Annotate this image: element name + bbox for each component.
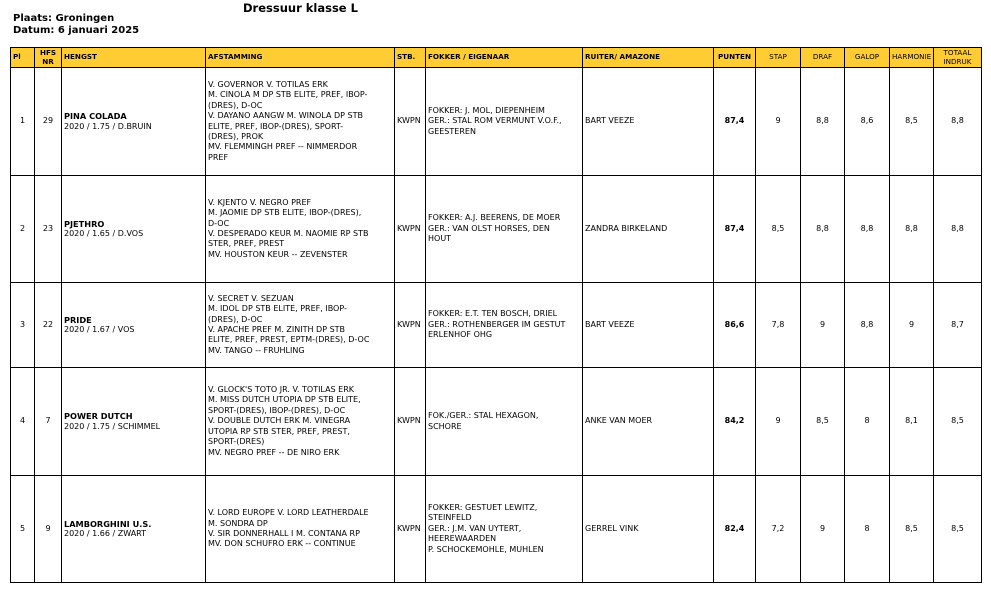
- cell-punten: 87,4: [714, 68, 756, 176]
- ped-line: MV. FLEMMINGH PREF -- NIMMERDOR: [208, 142, 358, 152]
- cell-afstamming: [206, 283, 395, 368]
- horse-name: LAMBORGHINI U.S.: [64, 518, 152, 529]
- horse-name: PINA COLADA: [64, 111, 127, 122]
- ped-line: V. LORD EUROPE V. LORD LEATHERDALE: [208, 508, 369, 518]
- cell-afstamming: [206, 368, 395, 476]
- cell-ruiter: BART VEEZE: [583, 68, 714, 176]
- ped-line: SPORT-(DRES): [208, 437, 265, 447]
- header-stap: STAP: [756, 48, 801, 68]
- ped-line: MV. TANGO -- FRUHLING: [208, 345, 305, 355]
- meta-info: [13, 13, 139, 37]
- results-table: [10, 47, 982, 583]
- fokker-line: P. SCHOCKEMOHLE, MUHLEN: [428, 544, 544, 554]
- cell-galop: 8,8: [845, 283, 890, 368]
- header-hengst: HENGST: [62, 48, 206, 68]
- fokker-line: GER.: STAL ROM VERMUNT V.O.F.,: [428, 116, 562, 126]
- cell-stb: KWPN: [395, 368, 426, 476]
- ped-line: MV. HOUSTON KEUR -- ZEVENSTER: [208, 249, 348, 259]
- cell-stb: KWPN: [395, 176, 426, 283]
- cell-fokker: [426, 68, 583, 176]
- cell-galop: 8,6: [845, 68, 890, 176]
- ped-line: V. SECRET V. SEZUAN: [208, 293, 294, 303]
- cell-totaal: 8,5: [934, 368, 982, 476]
- cell-afstamming: [206, 176, 395, 283]
- ped-line: SPORT-(DRES), IBOP-(DRES), D-OC: [208, 405, 346, 415]
- fokker-line: ERLENHOF OHG: [428, 330, 493, 340]
- cell-galop: 8,8: [845, 176, 890, 283]
- plaats: Plaats: Groningen: [13, 13, 115, 24]
- cell-afstamming: [206, 476, 395, 583]
- cell-draf: 8,5: [801, 368, 845, 476]
- ped-line: UTOPIA RP STB STER, PREF, PREST,: [208, 426, 350, 436]
- fokker-line: GER.: VAN OLST HORSES, DEN: [428, 223, 550, 233]
- cell-hengst: [62, 476, 206, 583]
- fokker-line: FOKKER: GESTUET LEWITZ,: [428, 502, 538, 512]
- cell-afstamming: [206, 68, 395, 176]
- ped-line: M. JAOMIE DP STB ELITE, IBOP-(DRES),: [208, 208, 362, 218]
- header-galop: GALOP: [845, 48, 890, 68]
- fokker-line: GER.: J.M. VAN UYTERT,: [428, 523, 522, 533]
- cell-hengst: [62, 368, 206, 476]
- ped-line: V. SIR DONNERHALL I M. CONTANA RP: [208, 529, 360, 538]
- header-hfs-nr: HFS NR: [35, 48, 62, 68]
- cell-harmonie: 8,5: [890, 68, 934, 176]
- horse-info: 2020 / 1.66 / ZWART: [64, 529, 147, 538]
- cell-hfs-nr: 7: [35, 368, 62, 476]
- ped-line: V. APACHE PREF M. ZINITH DP STB: [208, 325, 346, 334]
- cell-totaal: 8,7: [934, 283, 982, 368]
- header-draf: DRAF: [801, 48, 845, 68]
- ped-line: ELITE, PREF, PREST, EPTM-(DRES), D-OC: [208, 335, 370, 345]
- fokker-line: FOKKER: J. MOL, DIEPENHEIM: [428, 105, 545, 115]
- ped-line: STER, PREF, PREST: [208, 239, 285, 249]
- fokker-line: HEEREWAARDEN: [428, 534, 497, 544]
- page-title: Dressuur klasse L: [243, 1, 358, 15]
- cell-punten: 82,4: [714, 476, 756, 583]
- horse-info: 2020 / 1.75 / SCHIMMEL: [64, 421, 161, 431]
- table-row: [11, 176, 982, 283]
- ped-line: M. CINOLA M DP STB ELITE, PREF, IBOP-: [208, 90, 368, 100]
- ped-line: V. GOVERNOR V. TOTILAS ERK: [208, 79, 328, 89]
- header-harmonie: HARMONIE: [890, 48, 934, 68]
- ped-line: (DRES), D-OC: [208, 314, 263, 324]
- cell-pl: 4: [11, 368, 35, 476]
- ped-line: V. DAYANO AANGW M. WINOLA DP STB: [208, 111, 363, 121]
- cell-galop: 8: [845, 368, 890, 476]
- cell-totaal: 8,5: [934, 476, 982, 583]
- cell-stap: 8,5: [756, 176, 801, 283]
- cell-galop: 8: [845, 476, 890, 583]
- fokker-line: SCHORE: [428, 421, 462, 431]
- cell-hfs-nr: 23: [35, 176, 62, 283]
- cell-stap: 9: [756, 68, 801, 176]
- cell-hfs-nr: 29: [35, 68, 62, 176]
- horse-name: PJETHRO: [64, 218, 105, 229]
- datum: Datum: 6 januari 2025: [13, 25, 140, 36]
- cell-pl: 2: [11, 176, 35, 283]
- table-row: [11, 476, 982, 583]
- table-row: [11, 68, 982, 176]
- cell-pl: 3: [11, 283, 35, 368]
- cell-harmonie: 8,8: [890, 176, 934, 283]
- cell-harmonie: 8,5: [890, 476, 934, 583]
- cell-stap: 7,8: [756, 283, 801, 368]
- cell-draf: 9: [801, 283, 845, 368]
- cell-draf: 8,8: [801, 68, 845, 176]
- ped-line: M. MISS DUTCH UTOPIA DP STB ELITE,: [208, 395, 361, 405]
- cell-ruiter: ANKE VAN MOER: [583, 368, 714, 476]
- table-row: [11, 368, 982, 476]
- ped-line: (DRES), D-OC: [208, 100, 263, 110]
- fokker-line: GEESTEREN: [428, 126, 476, 136]
- ped-line: V. DESPERADO KEUR M. NAOMIE RP STB: [208, 229, 369, 238]
- horse-name: POWER DUTCH: [64, 411, 133, 422]
- header-row: [11, 48, 982, 68]
- fokker-line: FOKKER: A.J. BEERENS, DE MOER: [428, 213, 561, 223]
- ped-line: (DRES), PROK: [208, 131, 264, 141]
- ped-line: MV. DON SCHUFRO ERK -- CONTINUE: [208, 539, 356, 549]
- cell-totaal: 8,8: [934, 176, 982, 283]
- cell-harmonie: 8,1: [890, 368, 934, 476]
- cell-harmonie: 9: [890, 283, 934, 368]
- fokker-line: STEINFELD: [428, 513, 472, 523]
- cell-punten: 87,4: [714, 176, 756, 283]
- horse-info: 2020 / 1.75 / D.BRUIN: [64, 121, 152, 131]
- cell-hengst: [62, 176, 206, 283]
- cell-ruiter: GERREL VINK: [583, 476, 714, 583]
- cell-hengst: [62, 283, 206, 368]
- cell-punten: 84,2: [714, 368, 756, 476]
- ped-line: V. GLOCK'S TOTO JR. V. TOTILAS ERK: [208, 385, 355, 395]
- cell-draf: 9: [801, 476, 845, 583]
- cell-punten: 86,6: [714, 283, 756, 368]
- cell-fokker: [426, 368, 583, 476]
- header-afstamming: AFSTAMMING: [206, 48, 395, 68]
- cell-totaal: 8,8: [934, 68, 982, 176]
- ped-line: M. IDOL DP STB ELITE, PREF, IBOP-: [208, 304, 347, 314]
- cell-fokker: [426, 283, 583, 368]
- table-row: [11, 283, 982, 368]
- cell-stb: KWPN: [395, 476, 426, 583]
- fokker-line: FOKKER: E.T. TEN BOSCH, DRIEL: [428, 309, 558, 319]
- cell-stb: KWPN: [395, 283, 426, 368]
- ped-line: ELITE, PREF, IBOP-(DRES), SPORT-: [208, 121, 343, 131]
- cell-hfs-nr: 9: [35, 476, 62, 583]
- horse-info: 2020 / 1.67 / VOS: [64, 325, 135, 334]
- ped-line: D-OC: [208, 218, 230, 228]
- cell-fokker: [426, 176, 583, 283]
- cell-pl: 1: [11, 68, 35, 176]
- cell-ruiter: ZANDRA BIRKELAND: [583, 176, 714, 283]
- cell-draf: 8,8: [801, 176, 845, 283]
- cell-fokker: [426, 476, 583, 583]
- cell-hengst: [62, 68, 206, 176]
- ped-line: PREF: [208, 152, 229, 162]
- horse-name: PRIDE: [64, 314, 92, 325]
- header-fokker: FOKKER / EIGENAAR: [426, 48, 583, 68]
- ped-line: V. KJENTO V. NEGRO PREF: [208, 197, 312, 207]
- header-totaal: TOTAAL INDRUK: [934, 48, 982, 68]
- fokker-line: GER.: ROTHENBERGER IM GESTUT: [428, 319, 566, 329]
- ped-line: M. SONDRA DP: [208, 518, 268, 528]
- cell-stap: 7,2: [756, 476, 801, 583]
- cell-ruiter: BART VEEZE: [583, 283, 714, 368]
- horse-info: 2020 / 1.65 / D.VOS: [64, 229, 144, 238]
- cell-stap: 9: [756, 368, 801, 476]
- header-stb: STB.: [395, 48, 426, 68]
- ped-line: V. DOUBLE DUTCH ERK M. VINEGRA: [208, 416, 351, 426]
- fokker-line: FOK./GER.: STAL HEXAGON,: [428, 411, 539, 421]
- fokker-line: HOUT: [428, 234, 452, 244]
- ped-line: MV. NEGRO PREF -- DE NIRO ERK: [208, 447, 340, 457]
- cell-stb: KWPN: [395, 68, 426, 176]
- cell-pl: 5: [11, 476, 35, 583]
- cell-hfs-nr: 22: [35, 283, 62, 368]
- header-ruiter: RUITER/ AMAZONE: [583, 48, 714, 68]
- header-pl: Pl: [11, 48, 35, 68]
- header-punten: PUNTEN: [714, 48, 756, 68]
